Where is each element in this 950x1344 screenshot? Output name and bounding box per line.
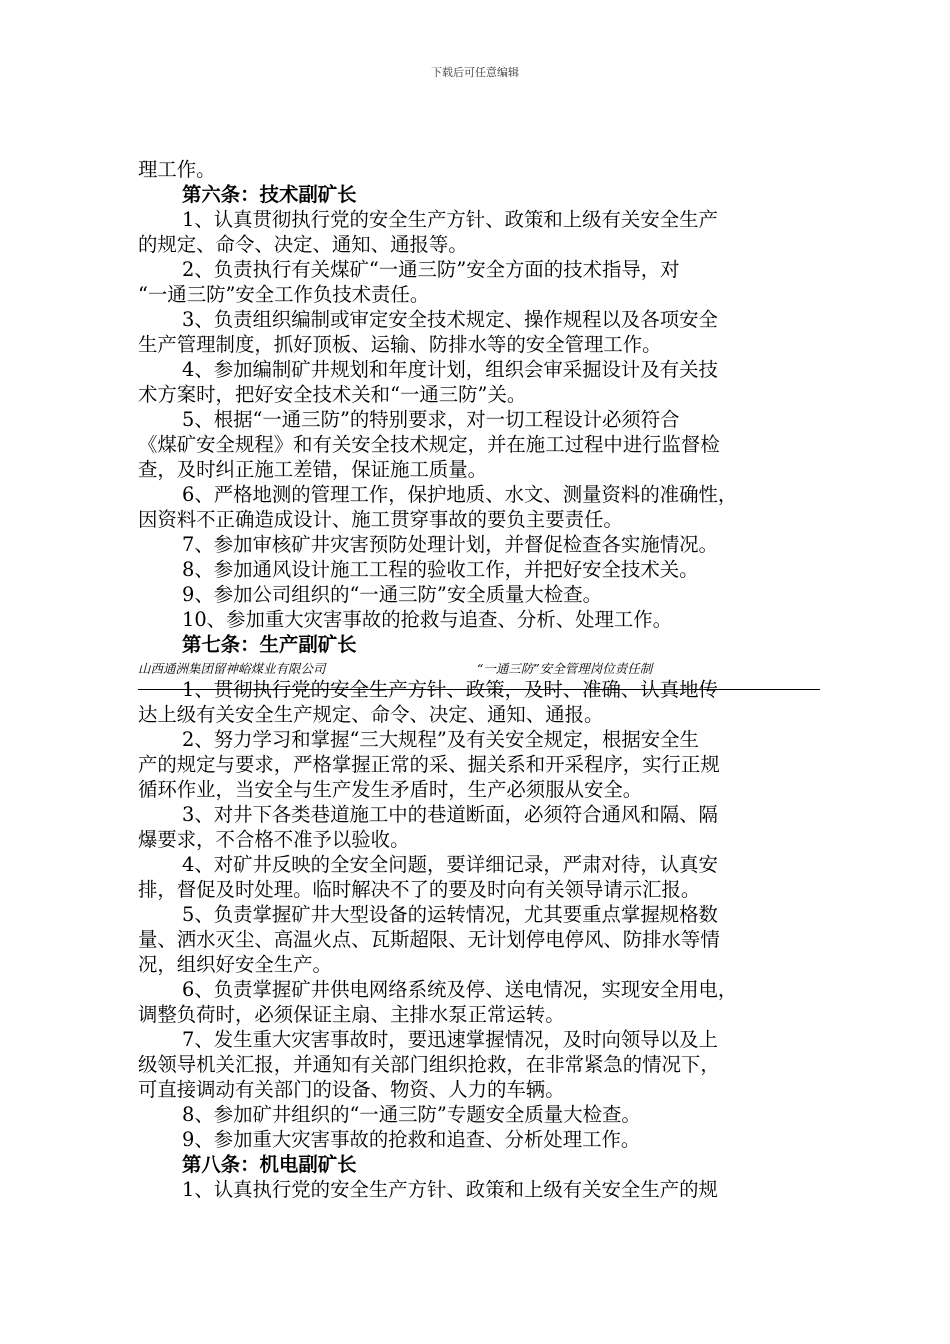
text-block-lower: [138, 677, 828, 1202]
text-line: 产的规定与要求，严格掌握正常的采、掘关系和开采程序，实行正规: [138, 753, 720, 776]
text-line: 5、负责掌握矿井大型设备的运转情况，尤其要重点掌握规格数: [182, 903, 718, 926]
text-line: 9、参加重大灾害事故的抢救和追查、分析处理工作。: [182, 1128, 641, 1151]
text-line: 4、参加编制矿井规划和年度计划，组织会审采掘设计及有关技: [182, 358, 718, 381]
text-line: 3、负责组织编制或审定安全技术规定、操作规程以及各项安全: [182, 308, 718, 331]
text-line: 2、负责执行有关煤矿“一通三防”安全方面的技术指导，对: [182, 258, 680, 281]
top-note: 下载后可任意编辑: [431, 66, 519, 79]
text-line: 1、认真贯彻执行党的安全生产方针、政策和上级有关安全生产: [182, 208, 718, 231]
text-line: 术方案时，把好安全技术关和“一通三防”关。: [138, 383, 527, 406]
text-line: 9、参加公司组织的“一通三防”安全质量大检查。: [182, 583, 602, 606]
text-line: 6、负责掌握矿井供电网络系统及停、送电情况，实现安全用电，: [182, 978, 738, 1001]
text-line: 级领导机关汇报，并通知有关部门组织抢救，在非常紧急的情况下，: [138, 1053, 720, 1076]
text-line: 8、参加矿井组织的“一通三防”专题安全质量大检查。: [182, 1103, 641, 1126]
text-line: 循环作业，当安全与生产发生矛盾时，生产必须服从安全。: [138, 778, 643, 801]
text-line: 2、努力学习和掌握“三大规程”及有关安全规定，根据安全生: [182, 728, 699, 751]
text-line: 6、严格地测的管理工作，保护地质、水文、测量资料的准确性，: [182, 483, 738, 506]
footer-doc-title: “一通三防”安全管理岗位责任制: [477, 661, 653, 676]
footer-company: 山西通洲集团留神峪煤业有限公司: [138, 661, 326, 676]
text-line: 生产管理制度，抓好顶板、运输、防排水等的安全管理工作。: [138, 333, 662, 356]
text-line: 4、对矿井反映的全安全问题，要详细记录，严肃对待，认真安: [182, 853, 718, 876]
text-line: 排，督促及时处理。临时解决不了的要及时向有关领导请示汇报。: [138, 878, 701, 901]
text-line: 8、参加通风设计施工工程的验收工作，并把好安全技术关。: [182, 558, 699, 581]
text-line: 1、认真执行党的安全生产方针、政策和上级有关安全生产的规: [182, 1178, 718, 1201]
section-heading: 第六条：技术副矿长: [182, 183, 357, 206]
document-body: [138, 157, 828, 1202]
text-line: 可直接调动有关部门的设备、物资、人力的车辆。: [138, 1078, 565, 1101]
text-line: 1、贯彻执行党的安全生产方针、政策，及时、准确、认真地传: [138, 677, 828, 702]
section-heading: 第七条：生产副矿长: [182, 633, 357, 656]
text-block-upper: [138, 157, 828, 657]
text-line: 3、对井下各类巷道施工中的巷道断面，必须符合通风和隔、隔: [182, 803, 718, 826]
text-line: 《煤矿安全规程》和有关安全技术规定，并在施工过程中进行监督检: [138, 433, 720, 456]
text-line: 的规定、命令、决定、通知、通报等。: [138, 233, 468, 256]
text-line: 况，组织好安全生产。: [138, 953, 332, 976]
text-line: 理工作。: [138, 158, 216, 181]
text-line: 达上级有关安全生产规定、命令、决定、通知、通报。: [138, 703, 604, 726]
text-line: “一通三防”安全工作负技术责任。: [138, 283, 430, 306]
text-line: 10、参加重大灾害事故的抢救与追查、分析、处理工作。: [182, 608, 673, 631]
text-line: 查，及时纠正施工差错，保证施工质量。: [138, 458, 488, 481]
page-footer-separator: [138, 659, 828, 679]
section-heading: 第八条：机电副矿长: [182, 1153, 357, 1176]
text-line: 爆要求，不合格不准予以验收。: [138, 828, 410, 851]
text-line: 7、发生重大灾害事故时，要迅速掌握情况，及时向领导以及上: [182, 1028, 718, 1051]
text-line: 调整负荷时，必须保证主扇、主排水泵正常运转。: [138, 1003, 565, 1026]
text-line: 7、参加审核矿井灾害预防处理计划，并督促检查各实施情况。: [182, 533, 718, 556]
text-line: 量、洒水灭尘、高温火点、瓦斯超限、无计划停电停风、防排水等情: [138, 928, 720, 951]
text-line: 5、根据“一通三防”的特别要求，对一切工程设计必须符合: [182, 408, 680, 431]
text-line: 因资料不正确造成设计、施工贯穿事故的要负主要责任。: [138, 508, 623, 531]
